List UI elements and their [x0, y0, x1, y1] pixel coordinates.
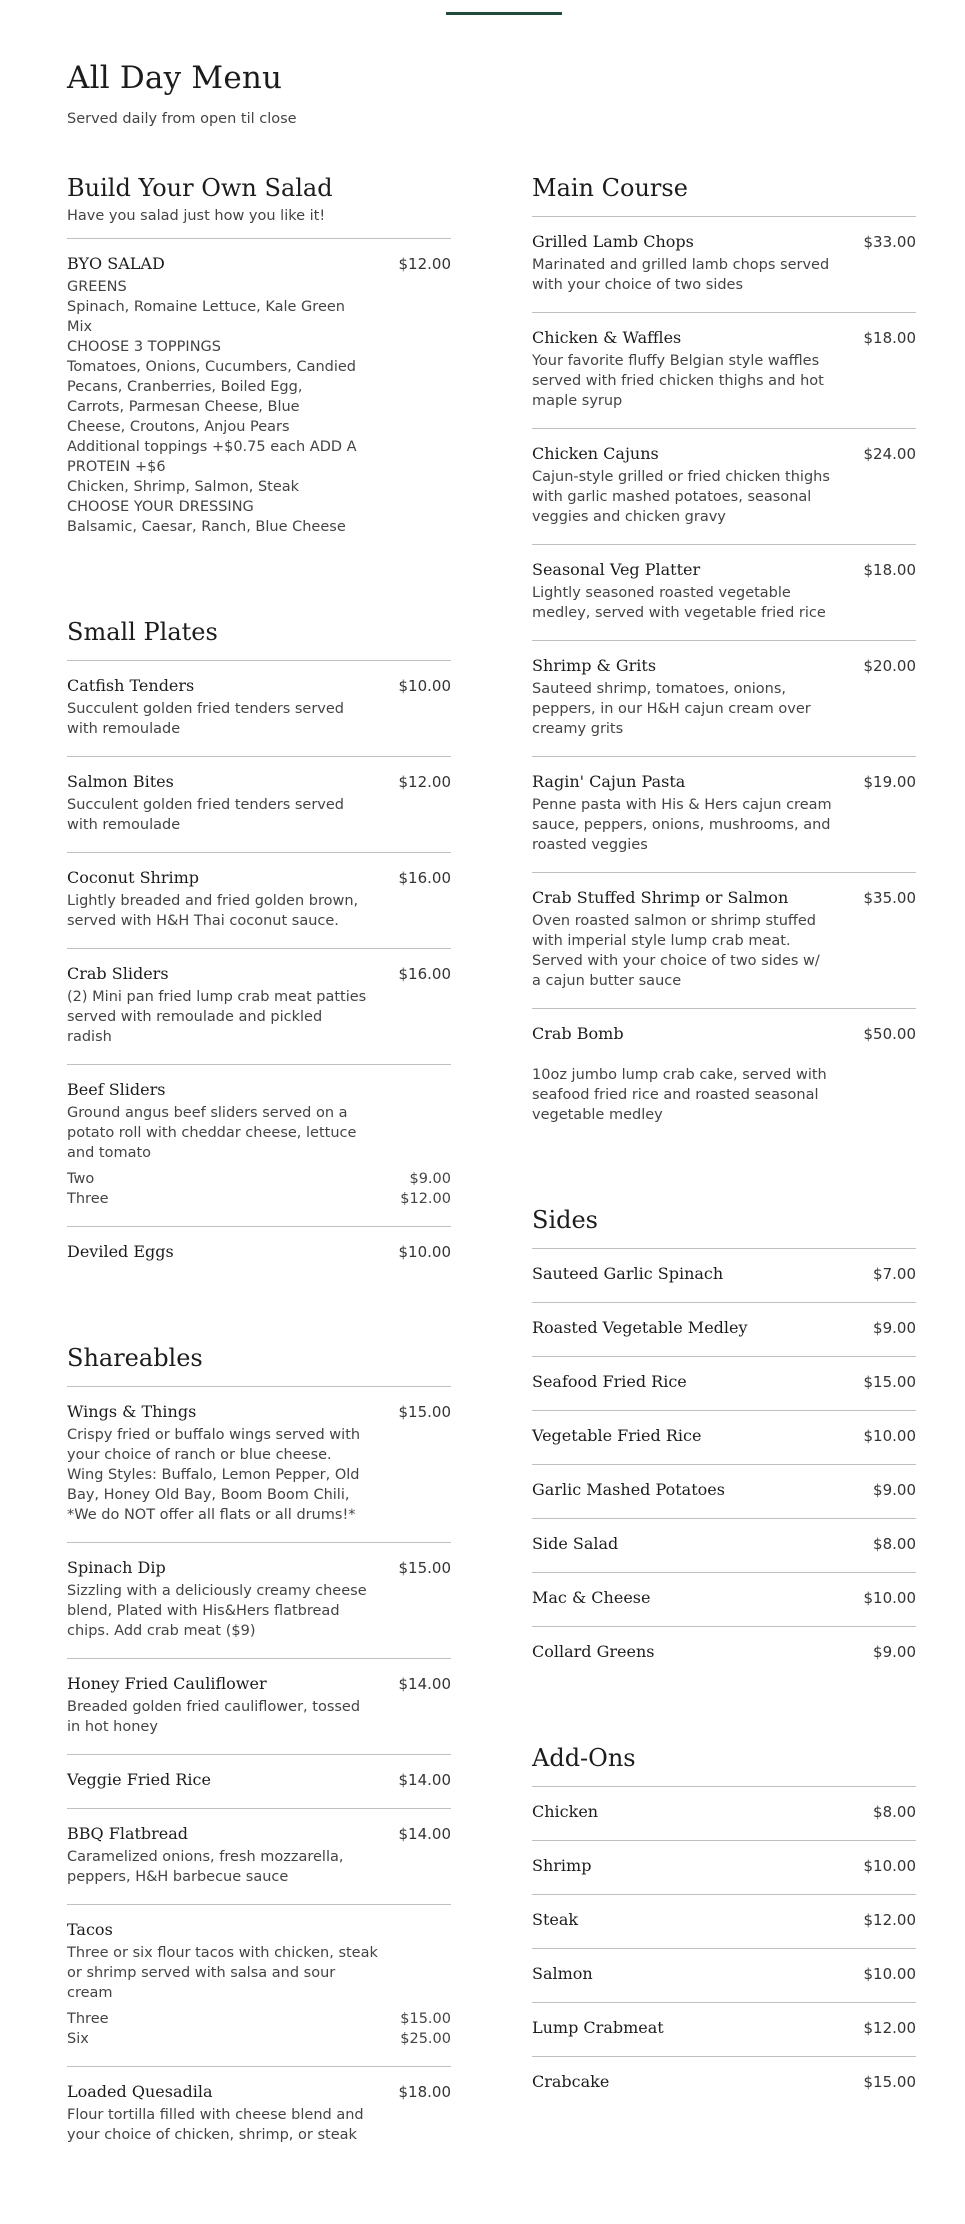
item-description: Your favorite fluffy Belgian style waffles served with fried chicken thighs and hot maple syrup: [532, 353, 824, 409]
byo-line: CHOOSE 3 TOPPINGS: [67, 339, 221, 355]
item-name: Seafood Fried Rice: [532, 1372, 687, 1391]
section-add-ons: [532, 1742, 916, 2110]
menu-item: [532, 641, 916, 757]
page-title: All Day Menu: [67, 60, 283, 96]
section-title: Main Course: [532, 174, 688, 202]
item-name: Vegetable Fried Rice: [532, 1426, 702, 1445]
item-price: $15.00: [863, 1373, 916, 1391]
item-description: Crispy fried or buffalo wings served with your choice of ranch or blue cheese. Wing Styles: Buffalo, Lemon Pepper, Old Bay, Honey Old Bay, Boom Boom Chili, *We do NOT offer all flats or all drums!*: [67, 1427, 361, 1523]
menu-item: [532, 217, 916, 313]
item-name: BBQ Flatbread: [67, 1824, 189, 1843]
menu-item: [532, 757, 916, 873]
byo-line: Tomatoes, Onions, Cucumbers, Candied Pecans, Cranberries, Boiled Egg, Carrots, Parmesan Cheese, Blue Cheese, Croutons, Anjou Pears: [67, 359, 357, 435]
item-price: $20.00: [863, 657, 916, 675]
menu-item: [67, 1227, 451, 1280]
item-description: Breaded golden fried cauliflower, tossed in hot honey: [67, 1699, 361, 1735]
item-price: $18.00: [398, 2083, 451, 2101]
byo-line: GREENS: [67, 279, 127, 295]
item-description: [67, 277, 357, 537]
item-description: Lightly breaded and fried golden brown, served with H&H Thai coconut sauce.: [67, 893, 359, 929]
menu-item: [67, 853, 451, 949]
item-description: Caramelized onions, fresh mozzarella, peppers, H&H barbecue sauce: [67, 1849, 344, 1885]
item-name: Seasonal Veg Platter: [532, 560, 701, 579]
item-price: $8.00: [873, 1535, 916, 1553]
variant-row: [67, 1169, 451, 1189]
item-description: Cajun-style grilled or fried chicken thighs with garlic mashed potatoes, seasonal veggies and chicken gravy: [532, 469, 830, 525]
byo-line: Chicken, Shrimp, Salmon, Steak: [67, 479, 300, 495]
item-name: Salmon Bites: [67, 772, 174, 791]
menu-item: [532, 1303, 916, 1357]
section-title: Small Plates: [67, 618, 218, 646]
section-title: Build Your Own Salad: [67, 174, 333, 202]
item-price: $10.00: [398, 1243, 451, 1261]
item-description: Lightly seasoned roasted vegetable medley, served with vegetable fried rice: [532, 585, 826, 621]
section-small-plates: [67, 616, 451, 1280]
item-description: Penne pasta with His & Hers cajun cream sauce, peppers, onions, mushrooms, and roasted veggies: [532, 797, 832, 853]
menu-item: [532, 1519, 916, 1573]
item-name: Chicken & Waffles: [532, 328, 682, 347]
item-name: Veggie Fried Rice: [67, 1770, 211, 1789]
item-price: $15.00: [863, 2073, 916, 2091]
item-name: Roasted Vegetable Medley: [532, 1318, 748, 1337]
section-sides: [532, 1204, 916, 1680]
item-price: $19.00: [863, 773, 916, 791]
menu-item: [67, 1065, 451, 1227]
item-description: Flour tortilla filled with cheese blend and your choice of chicken, shrimp, or steak: [67, 2107, 364, 2143]
item-name: Deviled Eggs: [67, 1242, 174, 1261]
item-price: $9.00: [873, 1643, 916, 1661]
variant-label: Six: [67, 2031, 89, 2047]
menu-item: [532, 1841, 916, 1895]
item-description: Succulent golden fried tenders served with remoulade: [67, 797, 345, 833]
item-name: Crab Stuffed Shrimp or Salmon: [532, 888, 789, 907]
menu-item: [67, 1755, 451, 1809]
menu-item: [67, 1809, 451, 1905]
item-price: $18.00: [863, 329, 916, 347]
item-description: Succulent golden fried tenders served with remoulade: [67, 701, 345, 737]
item-description: Three or six flour tacos with chicken, steak or shrimp served with salsa and sour cream: [67, 1945, 378, 2001]
variant-price: $25.00: [400, 2031, 451, 2047]
menu-item: [532, 1357, 916, 1411]
menu-item: [532, 1465, 916, 1519]
item-name: Chicken Cajuns: [532, 444, 659, 463]
item-name: Honey Fried Cauliflower: [67, 1674, 267, 1693]
item-name: Salmon: [532, 1964, 593, 1983]
item-name: Side Salad: [532, 1534, 619, 1553]
variant-price: $9.00: [409, 1171, 451, 1187]
item-name: Coconut Shrimp: [67, 868, 200, 887]
item-price: $10.00: [863, 1857, 916, 1875]
section-build-your-own-salad: [67, 172, 451, 554]
active-tab-indicator: [446, 12, 562, 15]
menu-item: [532, 1249, 916, 1303]
item-price: $18.00: [863, 561, 916, 579]
item-name: Collard Greens: [532, 1642, 655, 1661]
item-price: $16.00: [398, 965, 451, 983]
item-price: $15.00: [398, 1559, 451, 1577]
variant-row: [67, 2029, 451, 2049]
item-name: Crabcake: [532, 2072, 610, 2091]
section-shareables: [67, 1342, 451, 2162]
menu-item: [67, 2067, 451, 2162]
section-main-course: [532, 172, 916, 1142]
page-subtitle: Served daily from open til close: [67, 111, 297, 127]
menu-item: [532, 1009, 916, 1142]
item-name: Crab Sliders: [67, 964, 169, 983]
item-price: $35.00: [863, 889, 916, 907]
menu-item: [67, 661, 451, 757]
byo-line: Additional toppings +$0.75 each ADD A PROTEIN +$6: [67, 439, 357, 475]
item-price: $16.00: [398, 869, 451, 887]
item-description: Ground angus beef sliders served on a potato roll with cheddar cheese, lettuce and tomato: [67, 1105, 357, 1161]
item-name: BYO SALAD: [67, 254, 165, 273]
item-price: $14.00: [398, 1771, 451, 1789]
item-variants: [67, 2009, 451, 2049]
item-name: Shrimp: [532, 1856, 592, 1875]
variant-price: $15.00: [400, 2011, 451, 2027]
item-name: Ragin' Cajun Pasta: [532, 772, 686, 791]
item-price: $33.00: [863, 233, 916, 251]
menu-item: [67, 949, 451, 1065]
item-name: Loaded Quesadila: [67, 2082, 213, 2101]
item-price: $7.00: [873, 1265, 916, 1283]
item-price: $10.00: [398, 677, 451, 695]
menu-item: [67, 1905, 451, 2067]
menu-item: [67, 1543, 451, 1659]
item-price: $14.00: [398, 1825, 451, 1843]
item-description: Marinated and grilled lamb chops served with your choice of two sides: [532, 257, 830, 293]
item-name: Shrimp & Grits: [532, 656, 657, 675]
byo-line: Balsamic, Caesar, Ranch, Blue Cheese: [67, 519, 346, 535]
item-price: $9.00: [873, 1319, 916, 1337]
item-name: Catfish Tenders: [67, 676, 195, 695]
item-price: $15.00: [398, 1403, 451, 1421]
item-description: Sizzling with a deliciously creamy cheese blend, Plated with His&Hers flatbread chips. Add crab meat ($9): [67, 1583, 367, 1639]
item-variants: [67, 1169, 451, 1209]
section-title: Add-Ons: [532, 1744, 636, 1772]
left-column: [67, 172, 451, 2224]
item-price: $14.00: [398, 1675, 451, 1693]
item-price: $50.00: [863, 1025, 916, 1043]
menu-item: [532, 1627, 916, 1680]
menu-item: [532, 1895, 916, 1949]
item-price: $12.00: [863, 1911, 916, 1929]
item-name: Steak: [532, 1910, 579, 1929]
item-price: $12.00: [863, 2019, 916, 2037]
menu-item: [532, 1949, 916, 2003]
menu-item: [67, 239, 451, 554]
variant-label: Three: [67, 2011, 109, 2027]
item-name: Tacos: [67, 1920, 113, 1939]
menu-item: [532, 545, 916, 641]
menu-item: [532, 313, 916, 429]
menu-item: [532, 2057, 916, 2110]
variant-label: Two: [67, 1171, 95, 1187]
menu-item: [67, 1387, 451, 1543]
menu-item: [532, 1573, 916, 1627]
menu-item: [532, 429, 916, 545]
item-price: $10.00: [863, 1965, 916, 1983]
menu-item: [67, 1659, 451, 1755]
menu-item: [532, 1411, 916, 1465]
item-price: $12.00: [398, 255, 451, 273]
item-price: $9.00: [873, 1481, 916, 1499]
byo-line: Spinach, Romaine Lettuce, Kale Green Mix: [67, 299, 345, 335]
item-name: Beef Sliders: [67, 1080, 166, 1099]
item-name: Sauteed Garlic Spinach: [532, 1264, 724, 1283]
item-name: Lump Crabmeat: [532, 2018, 664, 2037]
item-name: Spinach Dip: [67, 1558, 166, 1577]
menu-item: [532, 1787, 916, 1841]
variant-label: Three: [67, 1191, 109, 1207]
item-name: Chicken: [532, 1802, 599, 1821]
item-description: Sauteed shrimp, tomatoes, onions, peppers, in our H&H cajun cream over creamy grits: [532, 681, 811, 737]
item-name: Wings & Things: [67, 1402, 197, 1421]
right-column: [532, 172, 916, 2172]
menu-item: [532, 873, 916, 1009]
item-price: $24.00: [863, 445, 916, 463]
section-description: Have you salad just how you like it!: [67, 208, 326, 224]
variant-row: [67, 1189, 451, 1209]
item-description: 10oz jumbo lump crab cake, served with seafood fried rice and roasted seasonal vegetable medley: [532, 1067, 827, 1123]
item-name: Garlic Mashed Potatoes: [532, 1480, 725, 1499]
item-name: Mac & Cheese: [532, 1588, 651, 1607]
menu-item: [67, 757, 451, 853]
item-price: $10.00: [863, 1589, 916, 1607]
section-title: Sides: [532, 1206, 598, 1234]
section-title: Shareables: [67, 1344, 203, 1372]
item-price: $12.00: [398, 773, 451, 791]
item-price: $8.00: [873, 1803, 916, 1821]
variant-price: $12.00: [400, 1191, 451, 1207]
item-name: Grilled Lamb Chops: [532, 232, 694, 251]
item-price: $10.00: [863, 1427, 916, 1445]
item-description: Oven roasted salmon or shrimp stuffed with imperial style lump crab meat. Served with your choice of two sides w/ a cajun butter sauce: [532, 913, 820, 989]
variant-row: [67, 2009, 451, 2029]
byo-line: CHOOSE YOUR DRESSING: [67, 499, 254, 515]
item-description: (2) Mini pan fried lump crab meat patties served with remoulade and pickled radish: [67, 989, 367, 1045]
menu-item: [532, 2003, 916, 2057]
item-name: Crab Bomb: [532, 1024, 624, 1043]
